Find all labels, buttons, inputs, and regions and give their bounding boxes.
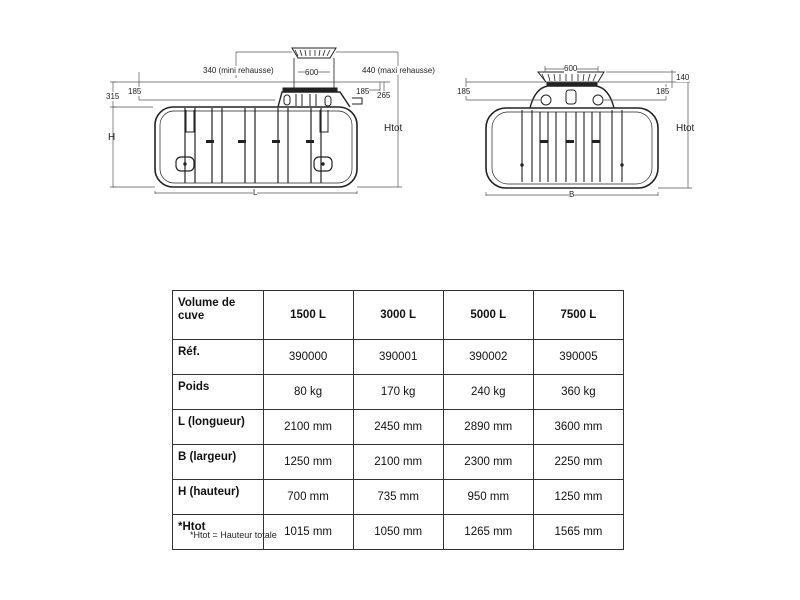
dim-end-185-right-label: 185 [656, 87, 670, 96]
header-cell: 3000 L [353, 291, 443, 340]
technical-drawings [0, 0, 800, 210]
dim-opening-600-label: 600 [305, 68, 319, 77]
table-cell: 390002 [443, 340, 533, 375]
table-cell: 2100 mm [263, 410, 353, 445]
dim-315-label: 315 [106, 92, 120, 101]
dim-H-label: H [108, 132, 116, 143]
row-label: B (largeur) [173, 445, 264, 480]
row-label: *Htot [173, 515, 264, 550]
row-label: L (longueur) [173, 410, 264, 445]
table-cell: 2250 mm [533, 445, 623, 480]
table-cell: 2890 mm [443, 410, 533, 445]
table-cell: 1250 mm [263, 445, 353, 480]
end-view-tank [486, 72, 658, 188]
table-cell: 3600 mm [533, 410, 623, 445]
row-label: H (hauteur) [173, 480, 264, 515]
table-cell: 2300 mm [443, 445, 533, 480]
table-cell: 2450 mm [353, 410, 443, 445]
dim-Htot-side-label: Htot [384, 123, 403, 134]
table-row-poids [173, 375, 624, 410]
row-label: Réf. [173, 340, 264, 375]
dim-mini-rehausse-label: 340 (mini rehausse) [203, 66, 274, 75]
table-cell: 1015 mm [263, 515, 353, 550]
dim-maxi-rehausse-label: 440 (maxi rehausse) [362, 66, 435, 75]
dim-end-opening-600-label: 600 [564, 64, 578, 73]
dim-Htot-end-label: Htot [676, 123, 695, 134]
dim-L-label: L [253, 188, 258, 197]
dim-185-right-label: 185 [356, 87, 370, 96]
header-cell: 1500 L [263, 291, 353, 340]
table-cell: 170 kg [353, 375, 443, 410]
table-row-ref [173, 340, 624, 375]
table-row-hauteur [173, 480, 624, 515]
table-cell: 390005 [533, 340, 623, 375]
dim-B-label: B [569, 190, 575, 199]
dim-265-label: 265 [377, 91, 391, 100]
table-cell: 1050 mm [353, 515, 443, 550]
table-cell: 1265 mm [443, 515, 533, 550]
dim-185-left-label: 185 [128, 87, 142, 96]
table-row-longueur [173, 410, 624, 445]
table-cell: 360 kg [533, 375, 623, 410]
tank-drawings-svg [0, 0, 800, 210]
row-label: Poids [173, 375, 264, 410]
table-cell: 735 mm [353, 480, 443, 515]
table-cell: 390000 [263, 340, 353, 375]
table-cell: 700 mm [263, 480, 353, 515]
table-cell: 950 mm [443, 480, 533, 515]
table-cell: 1565 mm [533, 515, 623, 550]
header-cell: 5000 L [443, 291, 533, 340]
table-cell: 240 kg [443, 375, 533, 410]
table-cell: 2100 mm [353, 445, 443, 480]
header-cell: 7500 L [533, 291, 623, 340]
dim-end-185-left-label: 185 [457, 87, 471, 96]
dim-140-label: 140 [676, 73, 690, 82]
table-cell: 390001 [353, 340, 443, 375]
table-row-largeur [173, 445, 624, 480]
spec-table [172, 290, 624, 550]
footnote: *Htot = Hauteur totale [190, 530, 277, 540]
table-cell: 80 kg [263, 375, 353, 410]
table-header-row [173, 291, 624, 340]
table-cell: 1250 mm [533, 480, 623, 515]
header-label-cell: Volume de cuve [173, 291, 264, 340]
